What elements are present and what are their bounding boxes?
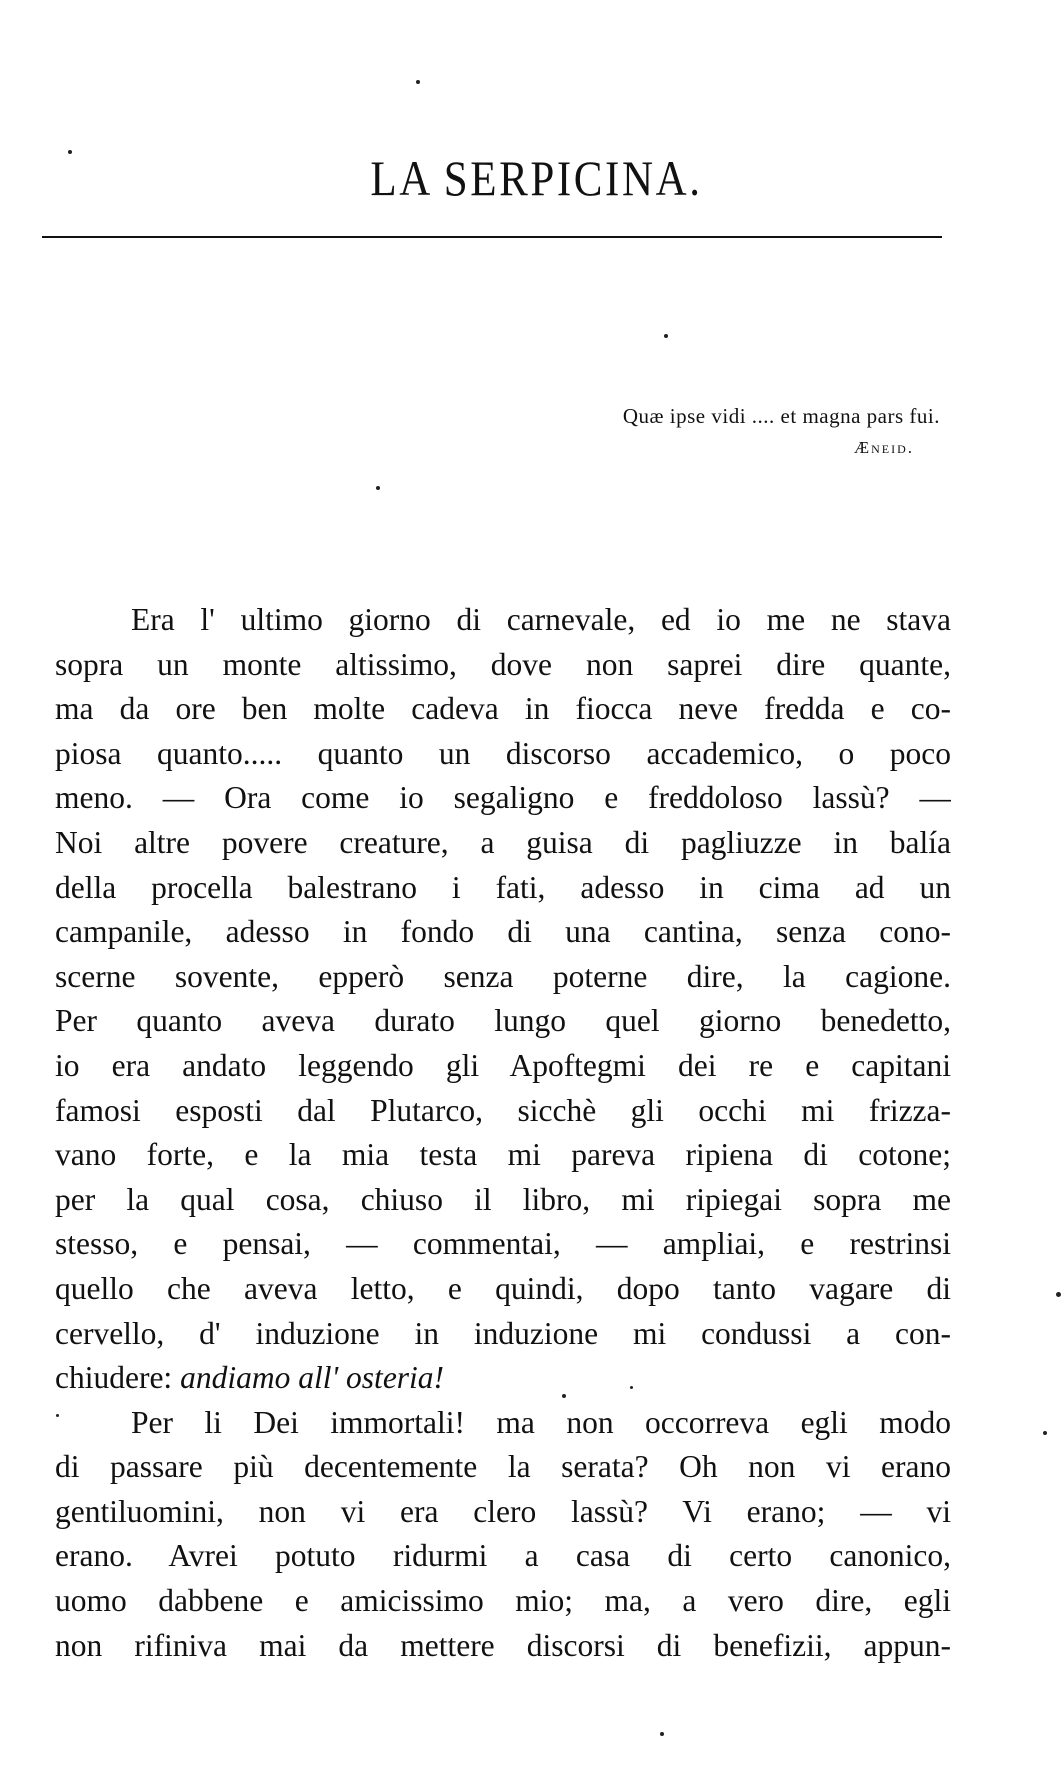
scan-speck <box>562 1394 566 1398</box>
text-line: vano forte, e la mia testa mi pareva ripiena di cotone; <box>55 1137 951 1173</box>
scan-speck <box>660 1732 664 1736</box>
text-line: erano. Avrei potuto ridurmi a casa di certo canonico, <box>55 1538 951 1574</box>
epigraph <box>623 400 940 464</box>
italic-phrase: andiamo all' osteria! <box>180 1360 445 1396</box>
title-rule <box>42 236 942 238</box>
scan-speck <box>1056 1292 1061 1297</box>
text-line: quello che aveva letto, e quindi, dopo tanto vagare di <box>55 1270 951 1306</box>
text-line: uomo dabbene e amicissimo mio; ma, a vero dire, egli <box>55 1583 951 1619</box>
text-line: piosa quanto..... quanto un discorso accademico, o poco <box>55 735 951 771</box>
scan-speck <box>1043 1431 1047 1435</box>
text-line: famosi esposti dal Plutarco, sicchè gli occhi mi frizza- <box>55 1092 951 1128</box>
text-line: sopra un monte altissimo, dove non saprei dire quante, <box>55 646 951 682</box>
text-line: Per quanto aveva durato lungo quel giorno benedetto, <box>55 1003 951 1039</box>
text-line: scerne sovente, epperò senza poterne dire, la cagione. <box>55 958 951 994</box>
text-line: della procella balestrano i fati, adesso in cima ad un <box>55 869 951 905</box>
chapter-title: LA SERPICINA. <box>370 150 703 206</box>
text-line: gentiluomini, non vi era clero lassù? Vi erano; — vi <box>55 1493 951 1529</box>
text-line: campanile, adesso in fondo di una cantina, senza cono- <box>55 914 951 950</box>
epigraph-quote: Quæ ipse vidi .... et magna pars fui. <box>622 404 940 428</box>
scan-speck <box>376 486 380 490</box>
text-line: io era andato leggendo gli Apoftegmi dei re e capitani <box>55 1047 951 1083</box>
scan-speck <box>416 80 420 84</box>
text-line: cervello, d' induzione in induzione mi condussi a con- <box>55 1315 951 1351</box>
text-line: Era l' ultimo giorno di carnevale, ed io me ne stava <box>131 602 951 637</box>
text-line: di passare più decentemente la serata? Oh non vi erano <box>55 1449 951 1485</box>
text-line: per la qual cosa, chiuso il libro, mi ripiegai sopra me <box>55 1181 951 1217</box>
text-line: non rifiniva mai da mettere discorsi di benefizii, appun- <box>55 1627 951 1663</box>
text-line: Noi altre povere creature, a guisa di pagliuzze in balía <box>55 824 951 860</box>
text-line: meno. — Ora come io segaligno e freddoloso lassù? — <box>55 780 951 816</box>
body-text <box>55 598 951 1668</box>
text-line-final <box>55 1356 951 1401</box>
text-line: stesso, e pensai, — commentai, — ampliai, e restrinsi <box>55 1226 951 1262</box>
scan-speck <box>664 334 668 338</box>
text-run: chiudere: <box>55 1360 181 1396</box>
text-line: ma da ore ben molte cadeva in fiocca neve fredda e co- <box>55 691 951 727</box>
scan-speck <box>56 1414 59 1417</box>
scan-speck <box>68 150 72 154</box>
scan-speck <box>630 1386 633 1389</box>
text-line: Per li Dei immortali! ma non occorreva egli modo <box>131 1404 951 1440</box>
epigraph-source: Æneid. <box>853 438 914 457</box>
